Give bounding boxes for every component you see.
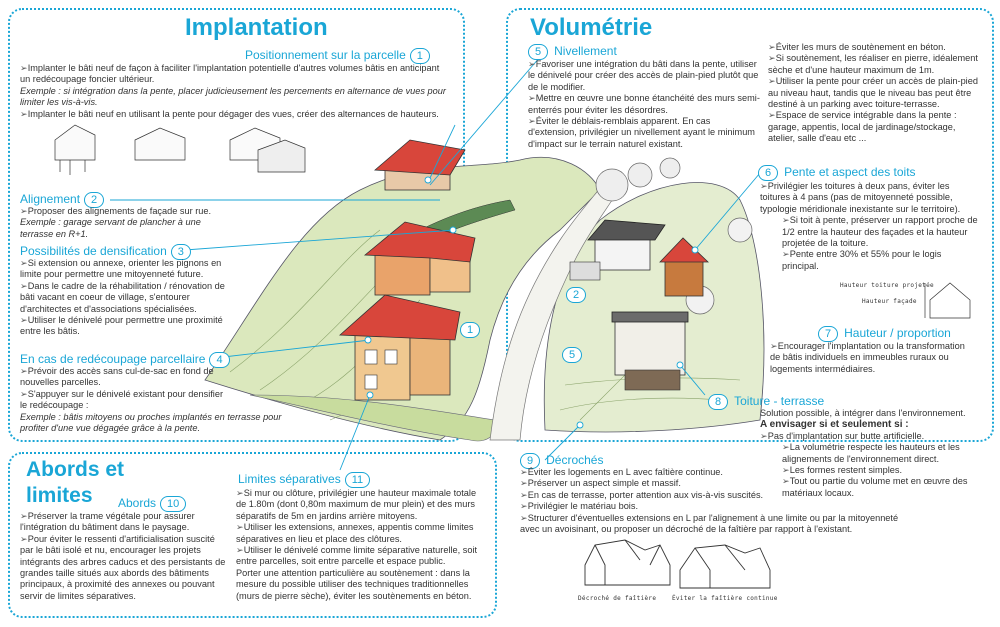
toits-heading bbox=[758, 165, 916, 181]
toits-b1: ➢ Privilégier les toitures à deux pans, éviter les toitures à 4 pans (pas de mitoyenneté possible, typologie méridionale inexistante sur le territoire). bbox=[760, 181, 980, 215]
abords-b2: ➢ Pour éviter le ressenti d'artificialisation suscité par le bâti isolé et nu, encourager les projets intégrants des arbres caducs et des persistants de grandes taille situés aux abords des bâtiments principaux, à proximité des annexes ou pouvant servir de limites séparatives. bbox=[20, 534, 228, 602]
tree bbox=[728, 218, 752, 242]
label-hauteur-facade: Hauteur façade bbox=[862, 298, 917, 305]
redecoupage-ex1: Exemple : bâtis mitoyens ou proches implantés en terrasse pour profiter d'une vue dégagée grâce à la pente. bbox=[20, 411, 282, 434]
hauteur-b1: ➢ Encourager l'implantation ou la transformation de bâtis individuels en immeubles ruraux ou logements intermédiaires. bbox=[770, 341, 970, 375]
positionnement-heading bbox=[245, 48, 430, 64]
decroche-sketch-right bbox=[680, 545, 770, 588]
alignement-b1: ➢ Proposer des alignements de façade sur rue. bbox=[20, 206, 230, 217]
label-hauteur-toiture: Hauteur toiture projetée bbox=[840, 282, 934, 289]
num-2: 2 bbox=[84, 192, 104, 208]
nivellement-text bbox=[528, 59, 760, 150]
hauteur-heading-text: Hauteur / proportion bbox=[844, 326, 951, 340]
decroches-b1: ➢ Éviter les logements en L avec faîtière continue. bbox=[520, 467, 920, 478]
redecoupage-heading-text: En cas de redécoupage parcellaire bbox=[20, 352, 206, 366]
num-11: 11 bbox=[345, 472, 370, 488]
positionnement-b1: ➢ Implanter le bâti neuf de façon à faciliter l'implantation potentielle d'autres volumes bâtis en anticipant un redécoupage foncier ultérieur. bbox=[20, 63, 452, 86]
num-7: 7 bbox=[818, 326, 838, 342]
positionnement-text bbox=[20, 63, 452, 120]
hauteur-heading bbox=[818, 326, 951, 342]
right-col-b2: ➢ Si soutènement, les réaliser en pierre, idéalement sèche et d'une hauteur maximum de 1m. bbox=[768, 53, 978, 76]
toits-b2: ➢ Si toit à pente, préserver un rapport proche de 1/2 entre la hauteur des façades et la hauteur projetée de la toiture. bbox=[760, 215, 980, 249]
positionnement-heading-text: Positionnement sur la parcelle bbox=[245, 48, 406, 62]
right-col-b3: ➢ Utiliser la pente pour créer un accès de plain-pied au niveau haut, tandis que le niveau bas peut être destiné à un parking avec toiture-terrasse. bbox=[768, 76, 978, 110]
nivellement-heading-text: Nivellement bbox=[554, 44, 617, 58]
abords-title-line2: limites bbox=[26, 484, 93, 507]
num-1: 1 bbox=[410, 48, 430, 64]
densification-b2: ➢ Dans le cadre de la réhabilitation / rénovation de bâti vacant en coeur de village, s'entourer d'architectes et d'associations spécialisées. bbox=[20, 281, 230, 315]
densification-heading-text: Possibilités de densification bbox=[20, 244, 167, 258]
toiture-terrasse-b4: ➢ Tout ou partie du volume met en œuvre des matériaux locaux. bbox=[760, 476, 982, 499]
redecoupage-b1: ➢ Prévoir des accès sans cul-de-sac en fond de nouvelles parcelles. bbox=[20, 366, 220, 389]
nivellement-heading bbox=[528, 44, 617, 60]
label-eviter-faitiere: Éviter la faîtière continue bbox=[672, 595, 778, 602]
toits-text bbox=[760, 181, 980, 272]
num-5: 5 bbox=[528, 44, 548, 60]
alignement-heading-text: Alignement bbox=[20, 192, 81, 206]
nivellement-b3: ➢ Éviter le déblais-remblais apparent. En cas d'extension, privilégier un nivellement ayant le minimum d'impact sur le terrain naturel existant. bbox=[528, 116, 760, 150]
toits-b3: ➢ Pente entre 30% et 55% pour le logis principal. bbox=[760, 249, 980, 272]
alignement-text bbox=[20, 206, 230, 240]
decroches-b5: ➢ Structurer d'éventuelles extensions en L par l'alignement à une limite ou par la mitoyenneté avec un avoisinant, ou proposer un décroché de la faîtière par rapport à l'existant. bbox=[520, 513, 920, 536]
tree bbox=[628, 163, 652, 187]
num-4: 4 bbox=[209, 352, 229, 368]
nivellement-right-col bbox=[768, 42, 978, 145]
redecoupage-text bbox=[20, 366, 295, 434]
alignement-ex1: Exemple : garage servant de plancher à une terrasse en R+1. bbox=[20, 217, 201, 239]
volumetrie-title: Volumétrie bbox=[530, 14, 653, 41]
toiture-terrasse-intro: Solution possible, à intégrer dans l'environnement. bbox=[760, 408, 966, 418]
limites-b2: ➢ Utiliser les extensions, annexes, appentis comme limites séparatives en lieu et place des clôtures. bbox=[236, 522, 482, 545]
abords-heading-text: Abords bbox=[118, 496, 157, 510]
implantation-title: Implantation bbox=[185, 14, 328, 41]
redecoupage-b2: ➢ S'appuyer sur le dénivelé existant pour densifier le redécoupage : bbox=[20, 389, 230, 412]
num-10: 10 bbox=[160, 496, 186, 512]
limites-b3: ➢ Utiliser le dénivelé comme limite séparative naturelle, soit entre parcelles, soit entre parcelle et espace public. bbox=[236, 545, 482, 568]
limites-text bbox=[236, 488, 482, 602]
limites-p1: Porter une attention particulière au soutènement : dans la mesure du possible utiliser des techniques traditionnelles (murs de pierre sèche), éviter les soutènements en béton. bbox=[236, 567, 472, 601]
right-col-b4: ➢ Espace de service intégrable dans la pente : garage, appentis, local de jardinage/stockage, atelier, salle d'eau etc ... bbox=[768, 110, 978, 144]
callout-2-right: 2 bbox=[566, 287, 586, 303]
abords-b1: ➢ Préserver la trame végétale pour assurer l'intégration du bâtiment dans le paysage. bbox=[20, 511, 228, 534]
label-decroche-faitiere: Décroché de faîtière bbox=[578, 595, 657, 602]
num-3: 3 bbox=[171, 244, 191, 260]
positionnement-ex1: Exemple : si intégration dans la pente, placer judicieusement les percements en alternance de vues pour limiter les vis-à-vis. bbox=[20, 85, 446, 108]
toiture-terrasse-bold: A envisager si et seulement si : bbox=[760, 419, 909, 431]
callout-5-right: 5 bbox=[562, 347, 582, 363]
nivellement-b2: ➢ Mettre en œuvre une bonne étanchéité des murs semi-enterrés pour éviter les désordres. bbox=[528, 93, 760, 116]
limites-heading-text: Limites séparatives bbox=[238, 472, 341, 486]
positionnement-b2: ➢ Implanter le bâti neuf en utilisant la pente pour dégager des vues, créer des alternances de hauteurs. bbox=[20, 109, 452, 120]
num-9: 9 bbox=[520, 453, 540, 469]
sketch-houses bbox=[55, 125, 305, 175]
toiture-terrasse-b1: ➢ Pas d'implantation sur butte artificielle. bbox=[760, 431, 982, 442]
limites-heading bbox=[238, 472, 370, 488]
abords-heading bbox=[118, 496, 186, 512]
densification-b1: ➢ Si extension ou annexe, orienter les pignons en limite pour permettre une mitoyenneté future. bbox=[20, 258, 230, 281]
num-8: 8 bbox=[708, 394, 728, 410]
toiture-terrasse-heading-text: Toiture - terrasse bbox=[734, 394, 825, 408]
limites-b1: ➢ Si mur ou clôture, privilégier une hauteur maximale totale de 1.80m (dont 0,80m maximum de mur plein) et des murs séparatifs de 5m en jardins arrière mitoyens. bbox=[236, 488, 482, 522]
callout-1-back: 1 bbox=[460, 322, 480, 338]
decroches-b2: ➢ Préserver un aspect simple et massif. bbox=[520, 478, 920, 489]
densification-b3: ➢ Utiliser le dénivelé pour permettre une proximité entre les bâtis. bbox=[20, 315, 230, 338]
densification-text bbox=[20, 258, 230, 338]
decroche-sketch-left bbox=[585, 540, 670, 585]
toiture-terrasse-b2: ➢ La volumétrie respecte les hauteurs et les alignements de l'environnement direct. bbox=[760, 442, 982, 465]
abords-text bbox=[20, 511, 228, 602]
decroches-b4: ➢ Privilégier le matériau bois. bbox=[520, 501, 920, 512]
tree bbox=[660, 158, 680, 178]
hauteur-text bbox=[770, 341, 970, 375]
decroches-text bbox=[520, 467, 920, 535]
decroches-b3: ➢ En cas de terrasse, porter attention aux vis-à-vis suscités. bbox=[520, 490, 920, 501]
abords-title-line1: Abords et bbox=[26, 458, 125, 481]
decroches-heading-text: Décrochés bbox=[546, 453, 604, 467]
num-6: 6 bbox=[758, 165, 778, 181]
nivellement-b1: ➢ Favoriser une intégration du bâti dans la pente, utiliser le dénivelé pour créer des accès de plain-pied plutôt que de le modifier. bbox=[528, 59, 760, 93]
toits-heading-text: Pente et aspect des toits bbox=[784, 165, 916, 179]
tree bbox=[596, 169, 628, 201]
right-col-b1: ➢ Éviter les murs de soutènement en béton. bbox=[768, 42, 978, 53]
toiture-terrasse-b3: ➢ Les formes restent simples. bbox=[760, 465, 982, 476]
